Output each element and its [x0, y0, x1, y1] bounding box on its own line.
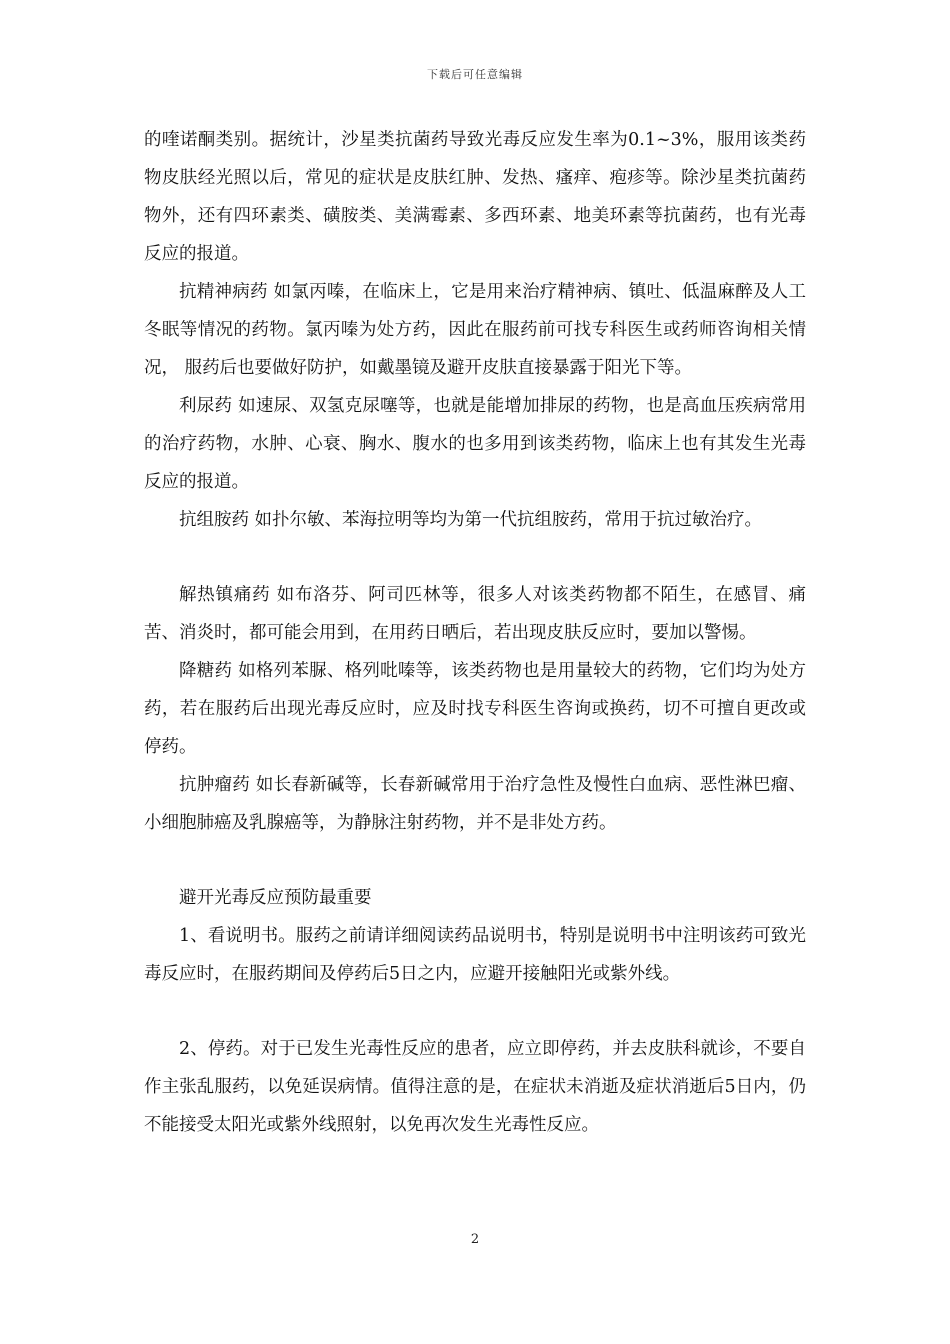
paragraph-read-instructions: 1、看说明书。服药之前请详细阅读药品说明书，特别是说明书中注明该药可致光毒反应时，在服药期间及停药后5日之内，应避开接触阳光或紫外线。 — [144, 926, 806, 984]
paragraph-spacer — [144, 539, 806, 576]
paragraph-analgesic-drugs: 解热镇痛药 如布洛芬、阿司匹林等，很多人对该类药物都不陌生，在感冒、痛苦、消炎时，都可能会用到，在用药日晒后，若出现皮肤反应时，要加以警惕。 — [144, 585, 806, 643]
paragraph-stop-medication: 2、停药。对于已发生光毒性反应的患者，应立即停药，并去皮肤科就诊，不要自作主张乱服药，以免延误病情。值得注意的是，在症状未消逝及症状消逝后5日内，仍不能接受太阳光或紫外线照射，以免再次发生光毒性反应。 — [144, 1039, 806, 1135]
section-heading-prevention: 避开光毒反应预防最重要 — [179, 888, 372, 908]
paragraph-antitumor-drugs: 抗肿瘤药 如长春新碱等，长春新碱常用于治疗急性及慢性白血病、恶性淋巴瘤、小细胞肺癌及乳腺癌等，为静脉注射药物，并不是非处方药。 — [144, 775, 806, 833]
paragraph-spacer — [144, 993, 806, 1030]
document-body — [144, 121, 806, 1144]
page-header: 下载后可任意编辑 — [427, 68, 523, 81]
paragraph-quinolone-continuation: 的喹诺酮类别。据统计，沙星类抗菌药导致光毒反应发生率为0.1~3%，服用该类药物皮肤经光照以后，常见的症状是皮肤红肿、发热、瘙痒、疱疹等。除沙星类抗菌药物外，还有四环素类、磺胺类、美满霉素、多西环素、地美环素等抗菌药，也有光毒反应的报道。 — [144, 130, 806, 264]
paragraph-spacer — [144, 842, 806, 879]
paragraph-antidiabetic-drugs: 降糖药 如格列苯脲、格列吡嗪等，该类药物也是用量较大的药物，它们均为处方药，若在服药后出现光毒反应时，应及时找专科医生咨询或换药，切不可擅自更改或停药。 — [144, 661, 806, 757]
paragraph-antihistamine-drugs: 抗组胺药 如扑尔敏、苯海拉明等均为第一代抗组胺药，常用于抗过敏治疗。 — [179, 510, 763, 530]
paragraph-diuretic-drugs: 利尿药 如速尿、双氢克尿噻等，也就是能增加排尿的药物，也是高血压疾病常用的治疗药物，水肿、心衰、胸水、腹水的也多用到该类药物，临床上也有其发生光毒反应的报道。 — [144, 396, 806, 492]
page-number: 2 — [470, 1232, 480, 1247]
paragraph-antipsychotic-drugs: 抗精神病药 如氯丙嗪，在临床上，它是用来治疗精神病、镇吐、低温麻醉及人工冬眠等情况的药物。氯丙嗪为处方药，因此在服药前可找专科医生或药师咨询相关情况， 服药后也要做好防护，如戴墨镜及避开皮肤直接暴露于阳光下等。 — [144, 282, 806, 378]
